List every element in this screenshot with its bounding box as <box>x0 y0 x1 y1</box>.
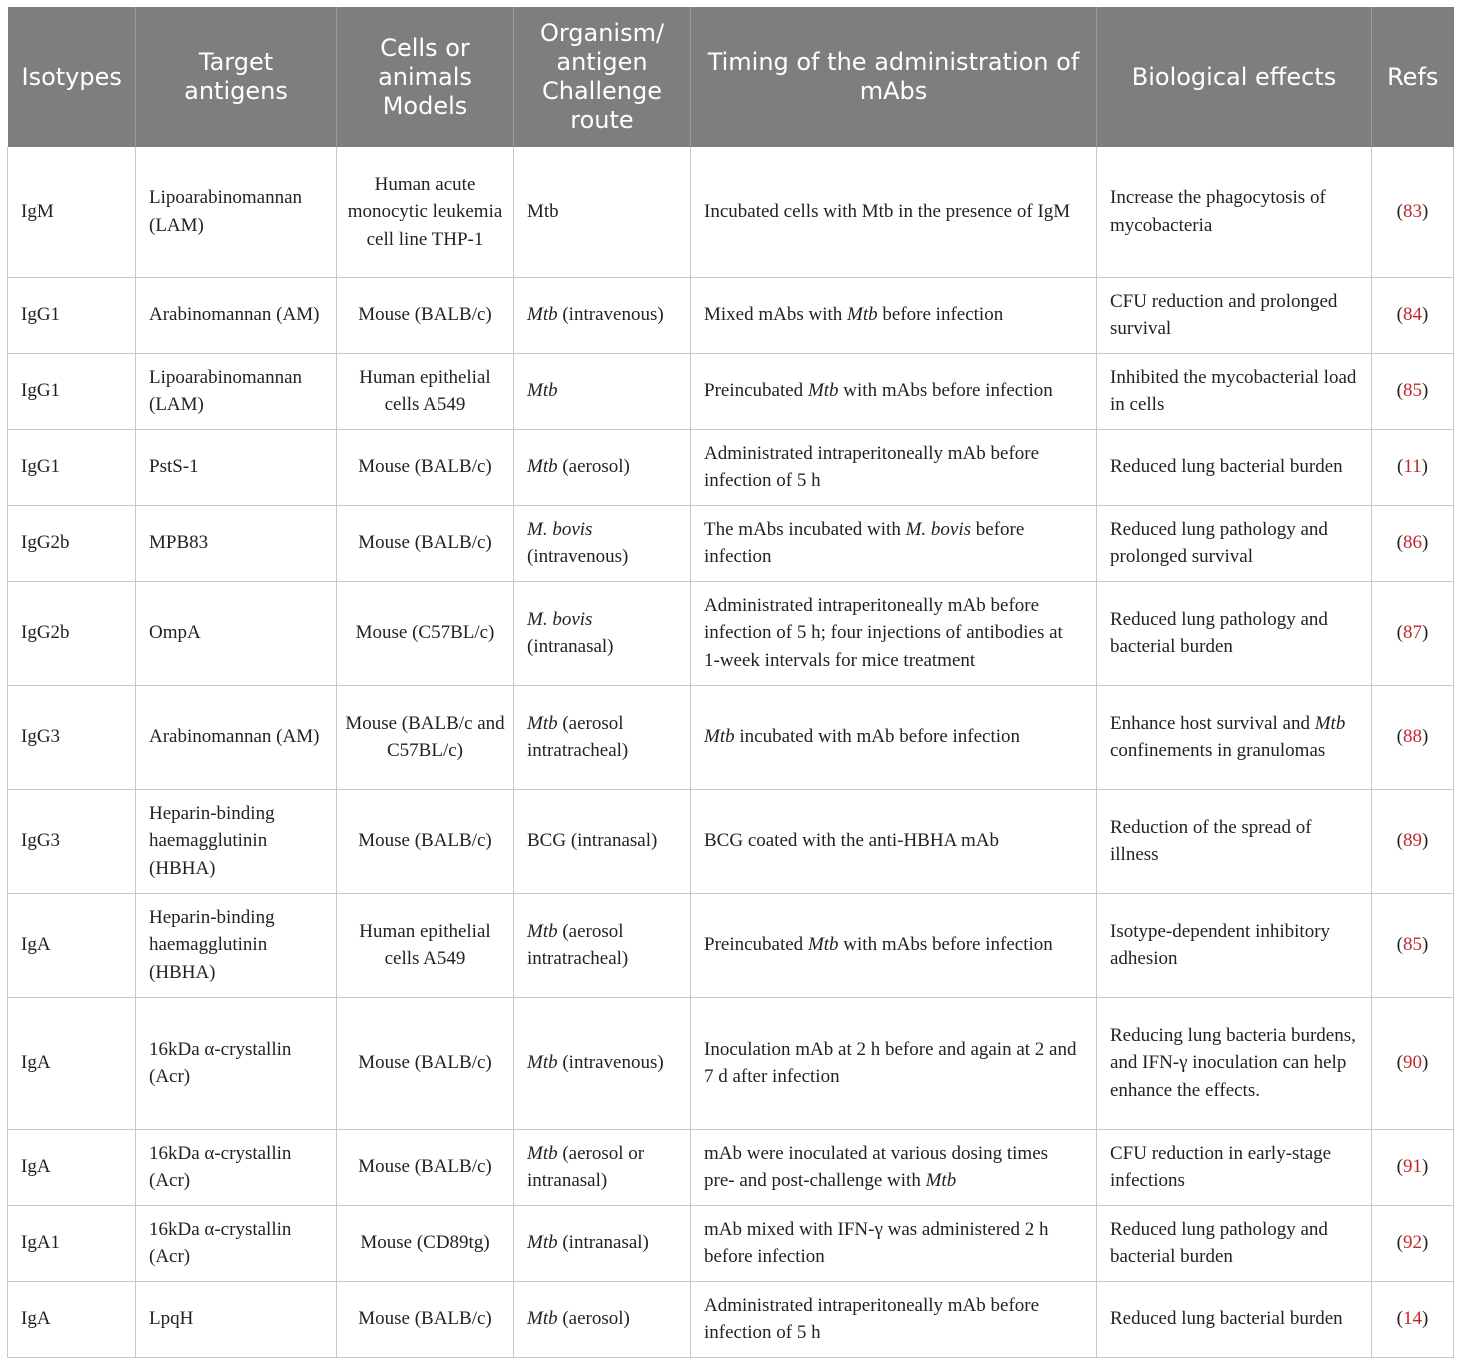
text-segment: Mtb <box>527 920 558 942</box>
cell-target-antigen: Lipoarabinomannan (LAM) <box>136 353 337 429</box>
text-segment: before infection <box>704 518 1025 567</box>
cell-target-antigen: Heparin-binding haemagglutinin (HBHA) <box>136 789 337 893</box>
text-segment: Reduced lung pathology and bacterial burden <box>1110 608 1328 657</box>
cell-ref <box>1372 353 1454 429</box>
text-segment: Mtb <box>527 1308 558 1330</box>
ref-link[interactable]: 11 <box>1403 456 1422 478</box>
cell-timing <box>691 147 1097 277</box>
text-segment: The mAbs incubated with <box>704 518 906 540</box>
cell-challenge-route <box>514 353 691 429</box>
column-header-models: Cells or animals Models <box>337 7 514 147</box>
cell-timing <box>691 1205 1097 1281</box>
ref-paren: ( <box>1396 830 1403 852</box>
ref-paren: ( <box>1396 304 1403 326</box>
ref-link[interactable]: 88 <box>1403 726 1422 748</box>
cell-challenge-route <box>514 277 691 353</box>
column-header-biological-effects: Biological effects <box>1097 7 1372 147</box>
text-segment: (intravenous) <box>527 546 629 567</box>
ref-paren: ( <box>1396 532 1403 554</box>
text-segment: Mtb <box>527 456 558 478</box>
cell-challenge-route <box>514 1205 691 1281</box>
ref-paren: ) <box>1422 934 1429 956</box>
text-segment: Reduced lung bacterial burden <box>1110 456 1343 478</box>
cell-target-antigen: Lipoarabinomannan (LAM) <box>136 147 337 277</box>
cell-biological-effect <box>1097 685 1372 789</box>
ref-paren: ) <box>1422 380 1429 402</box>
column-header-challenge-route: Organism/ antigen Challenge route <box>514 7 691 147</box>
text-segment: BCG (intranasal) <box>527 830 658 852</box>
cell-ref <box>1372 789 1454 893</box>
text-segment: mAb were inoculated at various dosing times pre- and post-challenge with <box>704 1142 1049 1191</box>
cell-timing <box>691 429 1097 505</box>
cell-model: Human epithelial cells A549 <box>337 893 514 997</box>
cell-target-antigen: Arabinomannan (AM) <box>136 685 337 789</box>
table-row <box>8 1129 1454 1205</box>
text-segment: M. bovis <box>527 518 593 540</box>
text-segment: (aerosol intratracheal) <box>527 920 629 969</box>
cell-target-antigen: Arabinomannan (AM) <box>136 277 337 353</box>
text-segment: (aerosol or intranasal) <box>527 1142 645 1191</box>
cell-biological-effect <box>1097 789 1372 893</box>
cell-target-antigen: LpqH <box>136 1281 337 1357</box>
cell-isotype: IgM <box>8 147 136 277</box>
text-segment: Inhibited the mycobacterial load in cells <box>1110 366 1357 415</box>
cell-timing <box>691 277 1097 353</box>
cell-biological-effect <box>1097 277 1372 353</box>
text-segment: Mtb <box>1314 712 1346 734</box>
cell-model: Mouse (C57BL/c) <box>337 581 514 685</box>
cell-biological-effect <box>1097 893 1372 997</box>
text-segment: Administrated intraperitoneally mAb before infection of 5 h; four injections of antibodies at 1-week intervals for mice treatment <box>704 594 1063 671</box>
text-segment: incubated with mAb before infection <box>734 726 1021 748</box>
ref-paren: ( <box>1396 1308 1403 1330</box>
text-segment: Enhance host survival and <box>1110 712 1315 734</box>
ref-link[interactable]: 92 <box>1403 1232 1422 1254</box>
text-segment: Mtb <box>527 201 559 222</box>
cell-isotype: IgA <box>8 1129 136 1205</box>
cell-target-antigen: PstS-1 <box>136 429 337 505</box>
text-segment: Reduction of the spread of illness <box>1110 816 1312 865</box>
text-segment: with mAbs before infection <box>838 934 1053 956</box>
cell-isotype: IgA <box>8 1281 136 1357</box>
text-segment: Increase the phagocytosis of mycobacteria <box>1110 187 1326 236</box>
ref-paren: ( <box>1396 622 1403 644</box>
text-segment: Mtb <box>704 726 735 748</box>
cell-model: Mouse (CD89tg) <box>337 1205 514 1281</box>
cell-isotype: IgG3 <box>8 789 136 893</box>
text-segment: M. bovis <box>905 518 972 540</box>
text-segment: (intranasal) <box>557 1232 649 1254</box>
text-segment: Mtb <box>807 380 839 402</box>
cell-isotype: IgG3 <box>8 685 136 789</box>
table-row <box>8 1281 1454 1357</box>
cell-biological-effect <box>1097 429 1372 505</box>
cell-isotype: IgG2b <box>8 581 136 685</box>
ref-link[interactable]: 84 <box>1403 304 1422 326</box>
table-row <box>8 893 1454 997</box>
text-segment: mAb mixed with IFN-γ was administered 2 h before infection <box>704 1218 1049 1267</box>
cell-biological-effect <box>1097 1205 1372 1281</box>
text-segment: Mtb <box>925 1170 957 1191</box>
text-segment: Reduced lung pathology and prolonged survival <box>1110 518 1328 567</box>
ref-paren: ( <box>1396 934 1403 956</box>
ref-paren: ( <box>1397 456 1404 478</box>
cell-target-antigen: 16kDa α-crystallin (Acr) <box>136 1205 337 1281</box>
text-segment: Inoculation mAb at 2 h before and again at 2 and 7 d after infection <box>704 1038 1077 1087</box>
cell-model: Mouse (BALB/c) <box>337 505 514 581</box>
column-header-timing: Timing of the administration of mAbs <box>691 7 1097 147</box>
header-row <box>8 7 1454 147</box>
text-segment: Administrated intraperitoneally mAb before infection of 5 h <box>704 1294 1040 1343</box>
cell-model: Mouse (BALB/c) <box>337 1129 514 1205</box>
ref-link[interactable]: 85 <box>1403 934 1422 956</box>
cell-biological-effect <box>1097 147 1372 277</box>
cell-model: Mouse (BALB/c and C57BL/c) <box>337 685 514 789</box>
text-segment: Isotype-dependent inhibitory adhesion <box>1110 920 1331 969</box>
cell-challenge-route <box>514 789 691 893</box>
cell-isotype: IgG2b <box>8 505 136 581</box>
cell-model: Mouse (BALB/c) <box>337 789 514 893</box>
text-segment: (intranasal) <box>527 636 614 657</box>
ref-link[interactable]: 14 <box>1403 1308 1422 1330</box>
ref-paren: ) <box>1422 201 1429 222</box>
table-body <box>8 147 1454 1357</box>
cell-isotype: IgA <box>8 997 136 1129</box>
cell-timing <box>691 997 1097 1129</box>
ref-link[interactable]: 83 <box>1403 201 1422 222</box>
table-row <box>8 581 1454 685</box>
text-segment: with mAbs before infection <box>838 380 1053 402</box>
text-segment: (aerosol) <box>557 456 630 478</box>
text-segment: CFU reduction in early-stage infections <box>1110 1142 1332 1191</box>
ref-paren: ) <box>1422 1052 1429 1074</box>
column-header-isotypes: Isotypes <box>8 7 136 147</box>
cell-target-antigen: 16kDa α-crystallin (Acr) <box>136 997 337 1129</box>
table-row <box>8 147 1454 277</box>
ref-link[interactable]: 91 <box>1403 1156 1422 1178</box>
cell-ref <box>1372 147 1454 277</box>
text-segment: (intravenous) <box>557 1052 664 1074</box>
ref-link[interactable]: 86 <box>1403 532 1422 554</box>
cell-model: Mouse (BALB/c) <box>337 997 514 1129</box>
cell-challenge-route <box>514 1281 691 1357</box>
table-row <box>8 505 1454 581</box>
cell-challenge-route <box>514 429 691 505</box>
text-segment: (aerosol) <box>557 1308 630 1330</box>
text-segment: (intravenous) <box>557 304 664 326</box>
column-header-refs: Refs <box>1372 7 1454 147</box>
column-header-target-antigens: Target antigens <box>136 7 337 147</box>
ref-link[interactable]: 89 <box>1403 830 1422 852</box>
cell-model: Mouse (BALB/c) <box>337 277 514 353</box>
cell-biological-effect <box>1097 581 1372 685</box>
text-segment: CFU reduction and prolonged survival <box>1110 290 1338 339</box>
text-segment: confinements in granulomas <box>1110 740 1326 761</box>
cell-timing <box>691 1281 1097 1357</box>
cell-challenge-route <box>514 505 691 581</box>
text-segment: Administrated intraperitoneally mAb before infection of 5 h <box>704 442 1040 491</box>
table-row <box>8 997 1454 1129</box>
cell-ref <box>1372 1205 1454 1281</box>
ref-paren: ( <box>1396 380 1403 402</box>
text-segment: Incubated cells with Mtb in the presence of IgM <box>704 201 1071 222</box>
cell-challenge-route <box>514 893 691 997</box>
cell-ref <box>1372 893 1454 997</box>
table-container <box>7 7 1454 1358</box>
cell-challenge-route <box>514 147 691 277</box>
ref-paren: ( <box>1396 1052 1403 1074</box>
cell-model: Human epithelial cells A549 <box>337 353 514 429</box>
ref-link[interactable]: 85 <box>1403 380 1422 402</box>
ref-paren: ( <box>1396 726 1403 748</box>
cell-timing <box>691 893 1097 997</box>
ref-paren: ) <box>1422 1156 1429 1178</box>
cell-biological-effect <box>1097 1129 1372 1205</box>
cell-ref <box>1372 277 1454 353</box>
cell-timing <box>691 505 1097 581</box>
ref-paren: ) <box>1422 1308 1429 1330</box>
cell-ref <box>1372 505 1454 581</box>
text-segment: Mtb <box>847 304 878 326</box>
cell-model: Human acute monocytic leukemia cell line THP-1 <box>337 147 514 277</box>
text-segment: (aerosol intratracheal) <box>527 712 629 761</box>
text-segment: Mtb <box>527 1142 558 1164</box>
ref-link[interactable]: 87 <box>1403 622 1422 644</box>
ref-paren: ) <box>1421 456 1428 478</box>
cell-model: Mouse (BALB/c) <box>337 429 514 505</box>
cell-target-antigen: 16kDa α-crystallin (Acr) <box>136 1129 337 1205</box>
cell-ref <box>1372 581 1454 685</box>
ref-paren: ( <box>1396 1156 1403 1178</box>
antibody-table <box>7 7 1454 1358</box>
ref-paren: ( <box>1396 201 1403 222</box>
cell-challenge-route <box>514 1129 691 1205</box>
text-segment: BCG coated with the anti-HBHA mAb <box>704 830 999 852</box>
ref-paren: ) <box>1422 304 1429 326</box>
text-segment: Mixed mAbs with <box>704 304 848 326</box>
ref-paren: ( <box>1396 1232 1403 1254</box>
cell-ref <box>1372 1281 1454 1357</box>
cell-target-antigen: MPB83 <box>136 505 337 581</box>
cell-timing <box>691 789 1097 893</box>
cell-target-antigen: OmpA <box>136 581 337 685</box>
text-segment: Mtb <box>527 1052 558 1074</box>
cell-biological-effect <box>1097 505 1372 581</box>
cell-isotype: IgA <box>8 893 136 997</box>
text-segment: Preincubated <box>704 934 808 956</box>
text-segment: Mtb <box>527 380 558 402</box>
table-row <box>8 685 1454 789</box>
cell-isotype: IgG1 <box>8 429 136 505</box>
text-segment: Reduced lung bacterial burden <box>1110 1308 1343 1330</box>
ref-paren: ) <box>1422 622 1429 644</box>
cell-timing <box>691 353 1097 429</box>
text-segment: Preincubated <box>704 380 808 402</box>
text-segment: Mtb <box>527 712 558 734</box>
cell-biological-effect <box>1097 1281 1372 1357</box>
cell-challenge-route <box>514 685 691 789</box>
ref-link[interactable]: 90 <box>1403 1052 1422 1074</box>
cell-isotype: IgG1 <box>8 353 136 429</box>
cell-isotype: IgG1 <box>8 277 136 353</box>
cell-timing <box>691 581 1097 685</box>
text-segment: Reducing lung bacteria burdens, and IFN-γ inoculation can help enhance the effects. <box>1110 1024 1356 1101</box>
table-row <box>8 277 1454 353</box>
text-segment: M. bovis <box>527 608 593 630</box>
cell-target-antigen: Heparin-binding haemagglutinin (HBHA) <box>136 893 337 997</box>
cell-ref <box>1372 685 1454 789</box>
cell-challenge-route <box>514 997 691 1129</box>
table-row <box>8 789 1454 893</box>
text-segment: Reduced lung pathology and bacterial burden <box>1110 1218 1328 1267</box>
text-segment: Mtb <box>527 1232 558 1254</box>
cell-ref <box>1372 1129 1454 1205</box>
cell-biological-effect <box>1097 353 1372 429</box>
text-segment: Mtb <box>527 304 558 326</box>
cell-ref <box>1372 997 1454 1129</box>
cell-isotype: IgA1 <box>8 1205 136 1281</box>
cell-biological-effect <box>1097 997 1372 1129</box>
table-row <box>8 429 1454 505</box>
ref-paren: ) <box>1422 532 1429 554</box>
cell-challenge-route <box>514 581 691 685</box>
cell-ref <box>1372 429 1454 505</box>
table-row <box>8 1205 1454 1281</box>
text-segment: Mtb <box>807 934 839 956</box>
ref-paren: ) <box>1422 830 1429 852</box>
table-row <box>8 353 1454 429</box>
text-segment: before infection <box>877 304 1004 326</box>
ref-paren: ) <box>1422 726 1429 748</box>
ref-paren: ) <box>1422 1232 1429 1254</box>
cell-timing <box>691 1129 1097 1205</box>
cell-timing <box>691 685 1097 789</box>
cell-model: Mouse (BALB/c) <box>337 1281 514 1357</box>
